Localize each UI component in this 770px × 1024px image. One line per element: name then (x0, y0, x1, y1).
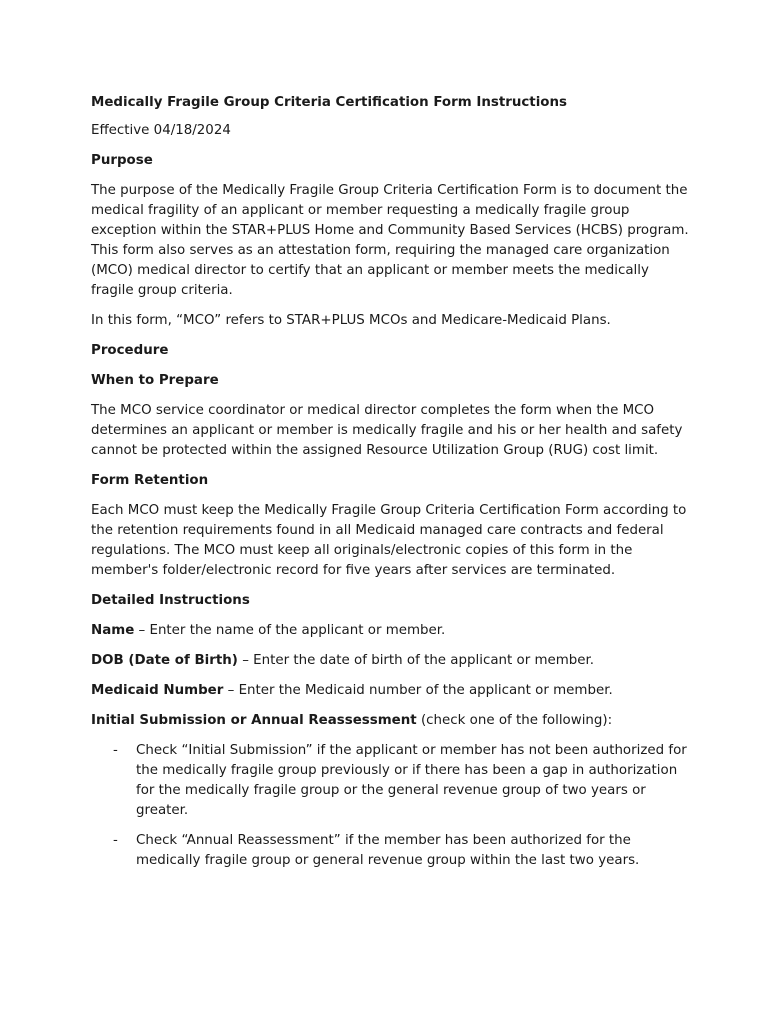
purpose-heading: Purpose (91, 153, 153, 168)
mco-definition-paragraph: In this form, “MCO” refers to STAR+PLUS MCOs and Medicare-Medicaid Plans. (91, 313, 611, 328)
document-page (91, 93, 691, 881)
detailed-instructions-heading: Detailed Instructions (91, 593, 250, 608)
field-name-instruction (91, 621, 691, 641)
field-label: Initial Submission or Annual Reassessment (91, 713, 417, 728)
field-label: DOB (Date of Birth) (91, 653, 238, 668)
bullet-dash: - (113, 743, 118, 758)
form-retention-heading: Form Retention (91, 473, 209, 488)
purpose-paragraph: The purpose of the Medically Fragile Group Criteria Certification Form is to document the medical fragility of an applicant or member requesting a medically fragile group exception within the STAR+PLUS Home and Community Based Services (HCBS) program. This form also serves as an attestation form, requiring the managed care organization (MCO) medical director to certify that an applicant or member meets the medically fragile group criteria. (91, 183, 689, 298)
document-title: Medically Fragile Group Criteria Certification Form Instructions (91, 95, 568, 110)
field-text: – Enter the Medicaid number of the applicant or member. (223, 683, 613, 698)
field-submission-type-instruction (91, 711, 691, 731)
field-label: Name (91, 623, 135, 638)
list-item-text: Check “Initial Submission” if the applicant or member has not been authorized for the medically fragile group previously or if there has been a gap in authorization for the medically fragile group or the general revenue group of two years or greater. (136, 743, 687, 818)
list-item (91, 741, 691, 821)
list-item-text: Check “Annual Reassessment” if the member has been authorized for the medically fragile group or general revenue group within the last two years. (136, 833, 640, 868)
when-to-prepare-paragraph: The MCO service coordinator or medical director completes the form when the MCO determines an applicant or member is medically fragile and his or her health and safety cannot be protected within the assigned Resource Utilization Group (RUG) cost limit. (91, 403, 683, 458)
procedure-heading: Procedure (91, 343, 169, 358)
field-text: – Enter the name of the applicant or member. (134, 623, 446, 638)
field-dob-instruction (91, 651, 691, 671)
field-medicaid-number-instruction (91, 681, 691, 701)
effective-date: Effective 04/18/2024 (91, 123, 231, 138)
field-text: (check one of the following): (416, 713, 613, 728)
list-item (91, 831, 691, 871)
field-text: – Enter the date of birth of the applicant or member. (237, 653, 595, 668)
field-label: Medicaid Number (91, 683, 224, 698)
when-to-prepare-heading: When to Prepare (91, 373, 219, 388)
form-retention-paragraph: Each MCO must keep the Medically Fragile Group Criteria Certification Form according to the retention requirements found in all Medicaid managed care contracts and federal regulations. The MCO must keep all originals/electronic copies of this form in the member's folder/electronic record for five years after services are terminated. (91, 503, 687, 578)
submission-type-list (91, 741, 691, 871)
bullet-dash: - (113, 833, 118, 848)
